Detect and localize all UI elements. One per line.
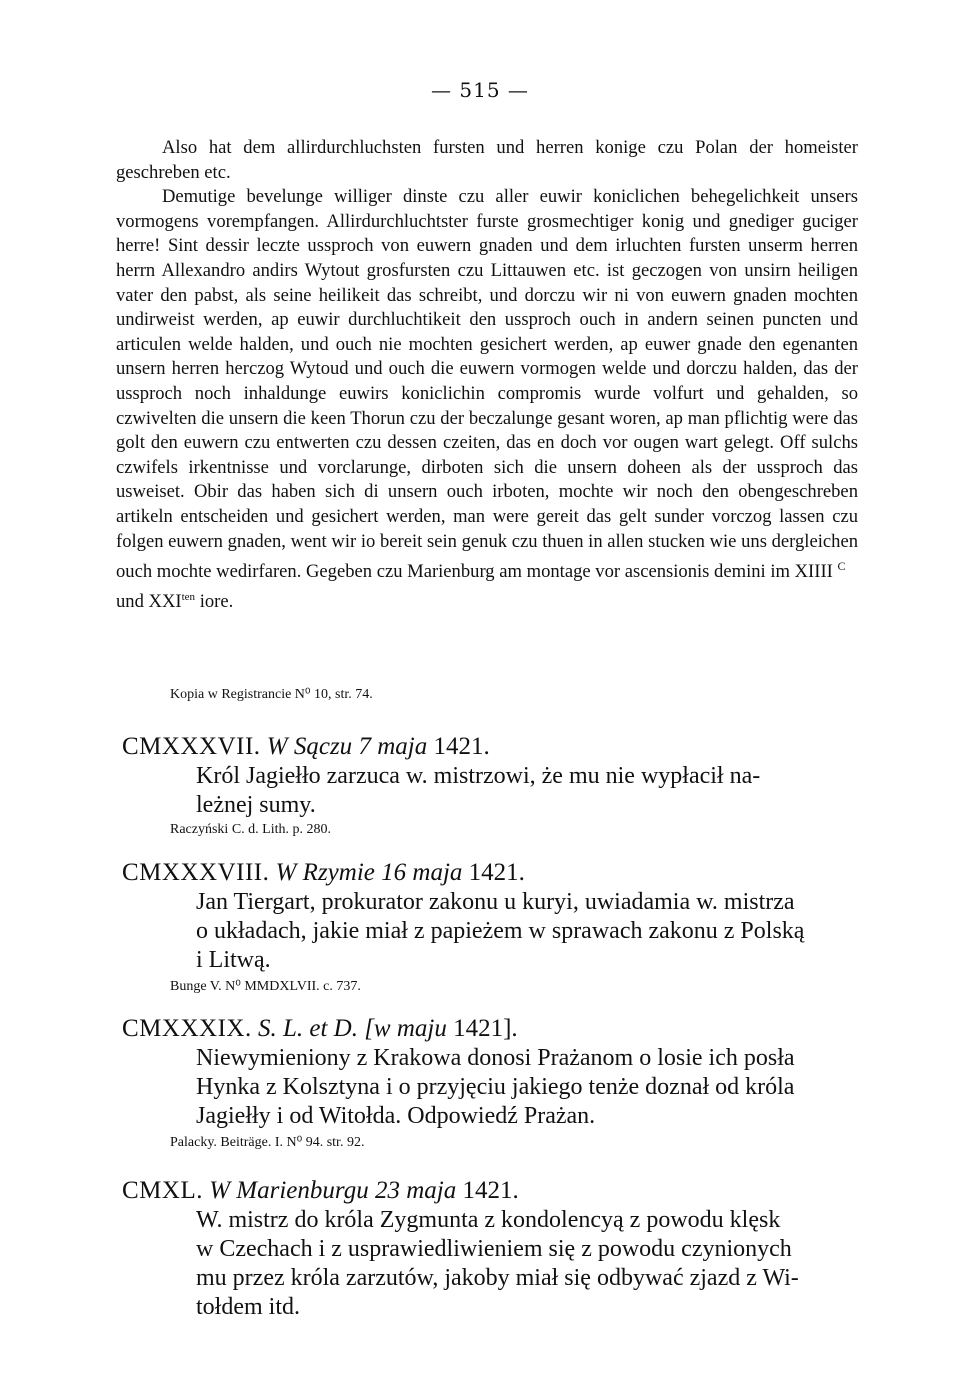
summary-line: o układach, jakie miał z papieżem w sprawach zakonu z Polską [196,918,805,944]
entry-cmxxxix [122,1014,864,1131]
summary-line: Jagiełły i od Witołda. Odpowiedź Prażan. [196,1103,596,1129]
entry-cmxxxvii [122,732,864,820]
entry-place: W Rzymie [275,859,375,886]
entry-source-note: Bunge V. N⁰ MMDXLVII. c. 737. [170,979,361,994]
entry-cmxl [122,1176,864,1322]
summary-line: tołdem itd. [196,1294,300,1320]
entry-summary [196,762,864,820]
letter-paragraph-1: Also hat dem allirdurchluchsten fursten und herren konige czu Polan der homeister geschreben etc. [116,137,858,183]
entry-number: CMXXXVII. [122,733,261,760]
entry-cmxxxviii [122,858,864,975]
entry-source-note: Palacky. Beiträge. I. N⁰ 94. str. 92. [170,1135,365,1150]
summary-line: Niewymieniony z Krakowa donosi Prażanom o losie ich posła [196,1045,795,1071]
letter-paragraph-2 [116,185,858,585]
summary-line: mu przez króla zarzutów, jakoby miał się odbywać zjazd z Wi- [196,1265,799,1291]
summary-line: w Czechach i z usprawiedliwieniem się z powodu czynionych [196,1236,792,1262]
entry-year: 1421. [468,859,525,886]
entry-summary [196,1044,864,1131]
entry-heading [122,858,864,888]
entry-date: 16 maja [381,859,463,886]
page-number: — 515 — [431,78,529,102]
summary-line: Król Jagiełło zarzuca w. mistrzowi, że mu nie wypłacił na- [196,763,761,789]
entry-year: 1421. [433,733,490,760]
letter-paragraph-2-text: Demutige bevelunge williger dinste czu aller euwir koniclichen behegelichkeit unsers vormogens vorempfangen. Allirdurchluchtster furste grosmechtiger konig und gnediger guciger herre! Sint dessir leczte ussproch von euwern gnaden und dem irluchten fursten unserm herren herrn Allexandro andirs Wytout grosfursten czu Littauwen etc. ist geczogen von unsirn heiligen vater den pabst, als seine heilikeit das schreibt, und dorczu wir ni von euwern gnaden mochten undirweist werden, ap euwir durchluchtikeit den ussproch ouch in andern seinen puncten und articulen welde halden, und ouch nie mochten gesichert werden, ap euwer gnade den egenanten unsern herren herczog Wytoud und ouch die euwern vormogen welde und dorczu halden, das der ussproch noch inhaldunge euwirs koniclichin compromis wurde volfurt und gehalden, so czwivelten die unsern die keen Thorun czu der beczalunge gesant woren, ap man pflichtig were das golt den euwern czu entwerten czu dessen czeiten, das en doch vor ougen wart gelegt. Off sulchs czwifels irkentnisse und vorclarunge, dirboten sich die unsern doheen als der ussproch das usweiset. Obir das haben sich di unsern ouch irboten, mochte wir noch den obengeschreben artikeln entscheiden und gesichert werden, man were gereit das gelt sunder vorczog lassen czu folgen euwern gnaden, went wir io bereit sein genuk czu thuen in allen stucken wie uns dergleichen ouch mochte wedirfaren. Gegeben czu Marienburg am montage vor ascensionis demini im XIIII [116,186,858,583]
entry-year: 1421]. [453,1015,518,1042]
letter-closing [116,585,858,615]
closing-superscript: ten [181,590,196,603]
entry-summary [196,1206,864,1322]
entry-year: 1421. [462,1177,519,1204]
entry-place: W Marienburgu [209,1177,369,1204]
letter-text [116,136,858,615]
entry-number: CMXXXIX. [122,1015,252,1042]
entry-place: W Sączu [266,733,353,760]
closing-numeral: und XXI [116,591,182,613]
entry-date: 7 maja [358,733,428,760]
entry-heading [122,732,864,762]
summary-line: Jan Tiergart, prokurator zakonu u kuryi, uwiadamia w. mistrza [196,889,795,915]
entry-date: [w maju [364,1015,447,1042]
summary-line: Hynka z Kolsztyna i o przyjęciu jakiego tenże doznał od króla [196,1074,795,1100]
letter-source-note: Kopia w Registrancie N⁰ 10, str. 74. [170,687,373,702]
summary-line: i Litwą. [196,947,271,973]
summary-line: leżnej sumy. [196,792,316,818]
entry-number: CMXXXVIII. [122,859,270,886]
year-superscript: C [837,559,846,574]
entry-heading [122,1014,864,1044]
entry-number: CMXL. [122,1177,203,1204]
entry-source-note: Raczyński C. d. Lith. p. 280. [170,822,331,837]
entry-date: 23 maja [374,1177,457,1204]
closing-text: iore. [195,591,234,613]
summary-line: W. mistrz do króla Zygmunta z kondolencyą z powodu klęsk [196,1207,781,1233]
entry-summary [196,888,864,975]
entry-heading [122,1176,864,1206]
entry-place: S. L. et D. [257,1015,358,1042]
